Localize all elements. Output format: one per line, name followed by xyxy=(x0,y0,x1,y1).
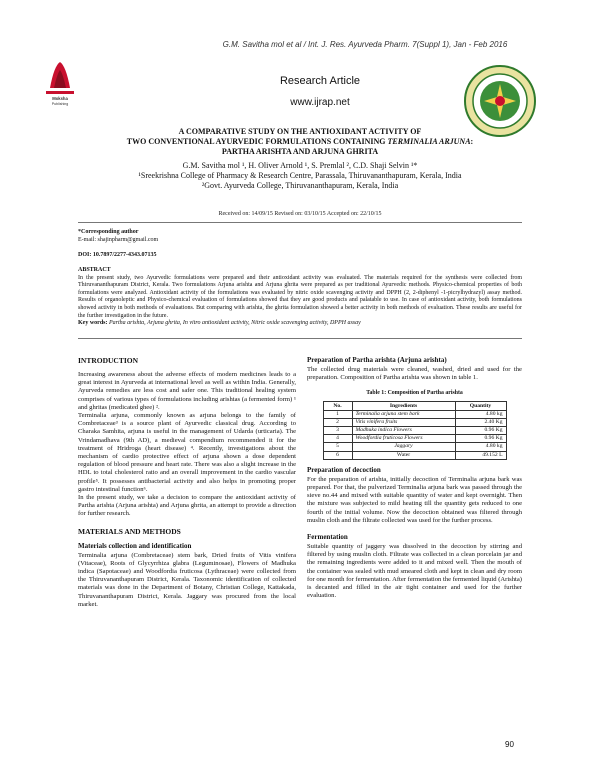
table-cell: 49.152 L xyxy=(455,451,506,459)
composition-table xyxy=(323,401,507,459)
corresponding-label: *Corresponding author xyxy=(78,229,139,235)
table-row xyxy=(323,451,506,459)
svg-text:Publishing: Publishing xyxy=(51,102,69,106)
divider xyxy=(78,222,522,223)
left-column xyxy=(78,356,296,617)
abstract xyxy=(78,267,522,320)
corresponding-author xyxy=(78,229,518,244)
received-dates: Received on: 14/09/15 Revised on: 03/10/15 Accepted on: 22/10/15 xyxy=(218,211,382,217)
intro-heading: INTRODUCTION xyxy=(78,356,139,365)
keywords-label: Key words: xyxy=(78,320,108,326)
table-cell: 3 xyxy=(323,426,352,434)
preparation-paragraph: The collected drug materials were cleaned, washed, dried and used for the preparation. Composition of Partha arishta was shown in table 1. xyxy=(307,366,522,382)
fermentation-heading: Fermentation xyxy=(307,532,348,541)
table-caption: Table 1: Composition of Partha arishta xyxy=(366,390,463,397)
materials-paragraph: Terminalia arjuna (Combretaceae) stem bark, Dried fruits of Vitis vinifera (Vitaceae), Roots of Glycyrrhiza glabra (Leguminosae), Flowers of Madhuka indica (Sapotaceae) and Woodfordia fruticosa (Lythraceae) were collected from the Thiruvananthapuram District, Kerala. Taxonomic identification of collected materials was done in the Department of Botany, Christian College, Kattakada, Thiruvananthapuram District, Kerala. Jaggary was procured from the local market. xyxy=(78,551,296,608)
table-row xyxy=(323,426,506,434)
table-cell: 6 xyxy=(323,451,352,459)
right-column xyxy=(307,356,522,608)
title-line-3: PARTHA ARISHTA AND ARJUNA GHRITA xyxy=(221,147,379,156)
intro-paragraph-2: Terminalia arjuna, commonly known as arjuna belongs to the family of Combretaceae³ is a source plant of Ayurvedic classical drug. According to Charaka Samhita, arjuna is useful in the management of Udarda (urticaria). The Vrindamadhava (9th AD), a medieval compendium recommended it for the treatment of Hridroga (heart disease) ⁴. Recently, investigations about the mechanism of cardio protective effect of arjuna shown a dose dependent regulation of blood pressure and heart rate. There was also a slight increase in the HDL to total cholesterol ratio and an overall improvement in the cardio vascular profile⁵. It possesses antibacterial activity and also helps in promoting proper gastro intestinal function⁶. xyxy=(78,412,296,493)
table-cell: 0.96 Kg xyxy=(455,435,506,443)
intro-paragraph-1: Increasing awareness about the adverse effects of modern medicines leads to a great interest in Ayurveda at international level as well as within India. Generally, Ayurveda remedies are less cost and safer one. This traditional healing system comprises of various types of formulations including arishtas (a fermented form) ¹ and ghritas (medicated ghee) ². xyxy=(78,371,296,411)
table-cell: 4.80 kg xyxy=(455,410,506,418)
title-line-1: A COMPARATIVE STUDY ON THE ANTIOXIDANT ACTIVITY OF xyxy=(178,127,422,136)
keywords-text: Partha arishta, Arjuna ghrita, In vitro antioxidant activity, Nitric oxide scavenging activity, DPPH assay xyxy=(109,320,361,326)
table-cell: Water xyxy=(352,451,455,459)
author-block xyxy=(80,161,520,191)
fermentation-paragraph: Suitable quantity of jaggery was dissolved in the decoction by stirring and filtered by using muslin cloth. Filtrate was collected in a clean porcelain jar and the remaining ingredients were added to it and mixed well. Then the mouth of the container was sealed with mud smeared cloth and kept in clean and dry room for one month for fermentation. After fermentation the fermented liquid (Arishta) is decanted and filled in the air tight container and used for the further evaluation. xyxy=(307,542,522,600)
decoction-paragraph: For the preparation of arishta, initially decoction of Terminalia arjuna bark was prepared. For that, the pulverized Terminalia arjuna bark was passed through the sieve no.44 and mixed with suitable quantity of water and kept overnight. Then the mixture was subjected to mild heating till the quantity gets reduced to one fourth of the initial volume. Now the decoction obtained was filtered through muslin cloth and the filtrate collected was used for the further process. xyxy=(307,475,522,524)
decoction-heading: Preparation of decoction xyxy=(307,465,381,474)
abstract-heading: ABSTRACT xyxy=(78,267,111,273)
table-header-row xyxy=(323,402,506,410)
table-row xyxy=(323,435,506,443)
table-row xyxy=(323,418,506,426)
table-cell: 2.40 Kg xyxy=(455,418,506,426)
affiliation-2: ²Govt. Ayurveda College, Thiruvananthapuram, Kerala, India xyxy=(201,181,399,190)
divider xyxy=(78,338,522,339)
keywords xyxy=(78,320,522,326)
table-cell: Jaggary xyxy=(352,443,455,451)
doi[interactable]: DOI: 10.7897/2277-4343.07135 xyxy=(78,252,157,258)
table-cell: Woodfordia fruticosa Flowers xyxy=(352,435,455,443)
abstract-text: In the present study, two Ayurvedic formulations were prepared and their antioxidant activity was evaluated. The materials required for the synthesis were collected from Thiruvananthapuram District, Kerala. Two formulations Arjuna arishta and Arjuna ghrita were prepared as per traditional Ayurvedic methods. Physico-chemical properties of both formulations were analyzed. Antioxidant activity of the formulations was evaluated by nitric oxide scavenging activity and DPPH (2, 2-diphenyl -1-picrylhydrazyl) assay method. Results of organoleptic and Physico-chemical evaluation of formulations showed that they are good products and palatable to use. In case of antioxidant activity, both formulations showed activity in both methods of evaluations. But comparing with arishta, the ghrita formulation showed a better activity in both methods of evaluation. These results are useful for the further investigation in the future. xyxy=(78,274,522,319)
affiliation-1: ¹Sreekrishna College of Pharmacy & Research Centre, Parassala, Thiruvananthapuram, Kerala, India xyxy=(138,171,462,180)
title-species: TERMINALIA ARJUNA xyxy=(387,137,471,146)
publisher-logo-icon xyxy=(42,58,78,106)
journal-citation: G.M. Savitha mol et al / Int. J. Res. Ayurveda Pharm. 7(Suppl 1), Jan - Feb 2016 xyxy=(222,40,508,49)
table-cell: 4 xyxy=(323,435,352,443)
table-cell: Terminalia arjuna stem bark xyxy=(352,410,455,418)
preparation-heading: Preparation of Partha arishta (Arjuna arishta) xyxy=(307,356,447,364)
table-row xyxy=(323,443,506,451)
table-cell: Vitis vinifera fruits xyxy=(352,418,455,426)
title-colon: : xyxy=(470,137,474,146)
journal-website-link[interactable]: www.ijrap.net xyxy=(290,97,350,108)
publisher-logo xyxy=(42,58,78,106)
corresponding-email[interactable]: E-mail: shajinpharm@gmail.com xyxy=(78,236,159,243)
table-header-cell: No. xyxy=(323,402,352,410)
article-type: Research Article xyxy=(279,75,361,87)
table-cell: 1 xyxy=(323,410,352,418)
page-number: 90 xyxy=(505,740,514,749)
author-names: G.M. Savitha mol ¹, H. Oliver Arnold ¹, S. Premlal ², C.D. Shaji Selvin ¹* xyxy=(182,161,418,170)
svg-text:Moksha: Moksha xyxy=(52,96,68,101)
table-row xyxy=(323,410,506,418)
intro-paragraph-3: In the present study, we take a decision to compare the antioxidant activity of Partha arishta (Arjuna arishta) and Arjuna ghrita, an attempt to provide a direction for further research. xyxy=(78,494,296,518)
table-cell: 5 xyxy=(323,443,352,451)
title-line-2 xyxy=(80,137,520,147)
table-header-cell: Quantity xyxy=(455,402,506,410)
table-cell: 4.80 kg xyxy=(455,443,506,451)
table-header-cell: Ingredients xyxy=(352,402,455,410)
table-cell: Madhuka indica Flowers xyxy=(352,426,455,434)
table-cell: 0.96 Kg xyxy=(455,426,506,434)
title-line-2-text: TWO CONVENTIONAL AYURVEDIC FORMULATIONS CONTAINING xyxy=(126,137,388,146)
methods-heading: MATERIALS AND METHODS xyxy=(78,526,181,536)
table-cell: 2 xyxy=(323,418,352,426)
article-title xyxy=(80,127,520,157)
materials-subheading: Materials collection and identification xyxy=(78,541,192,550)
